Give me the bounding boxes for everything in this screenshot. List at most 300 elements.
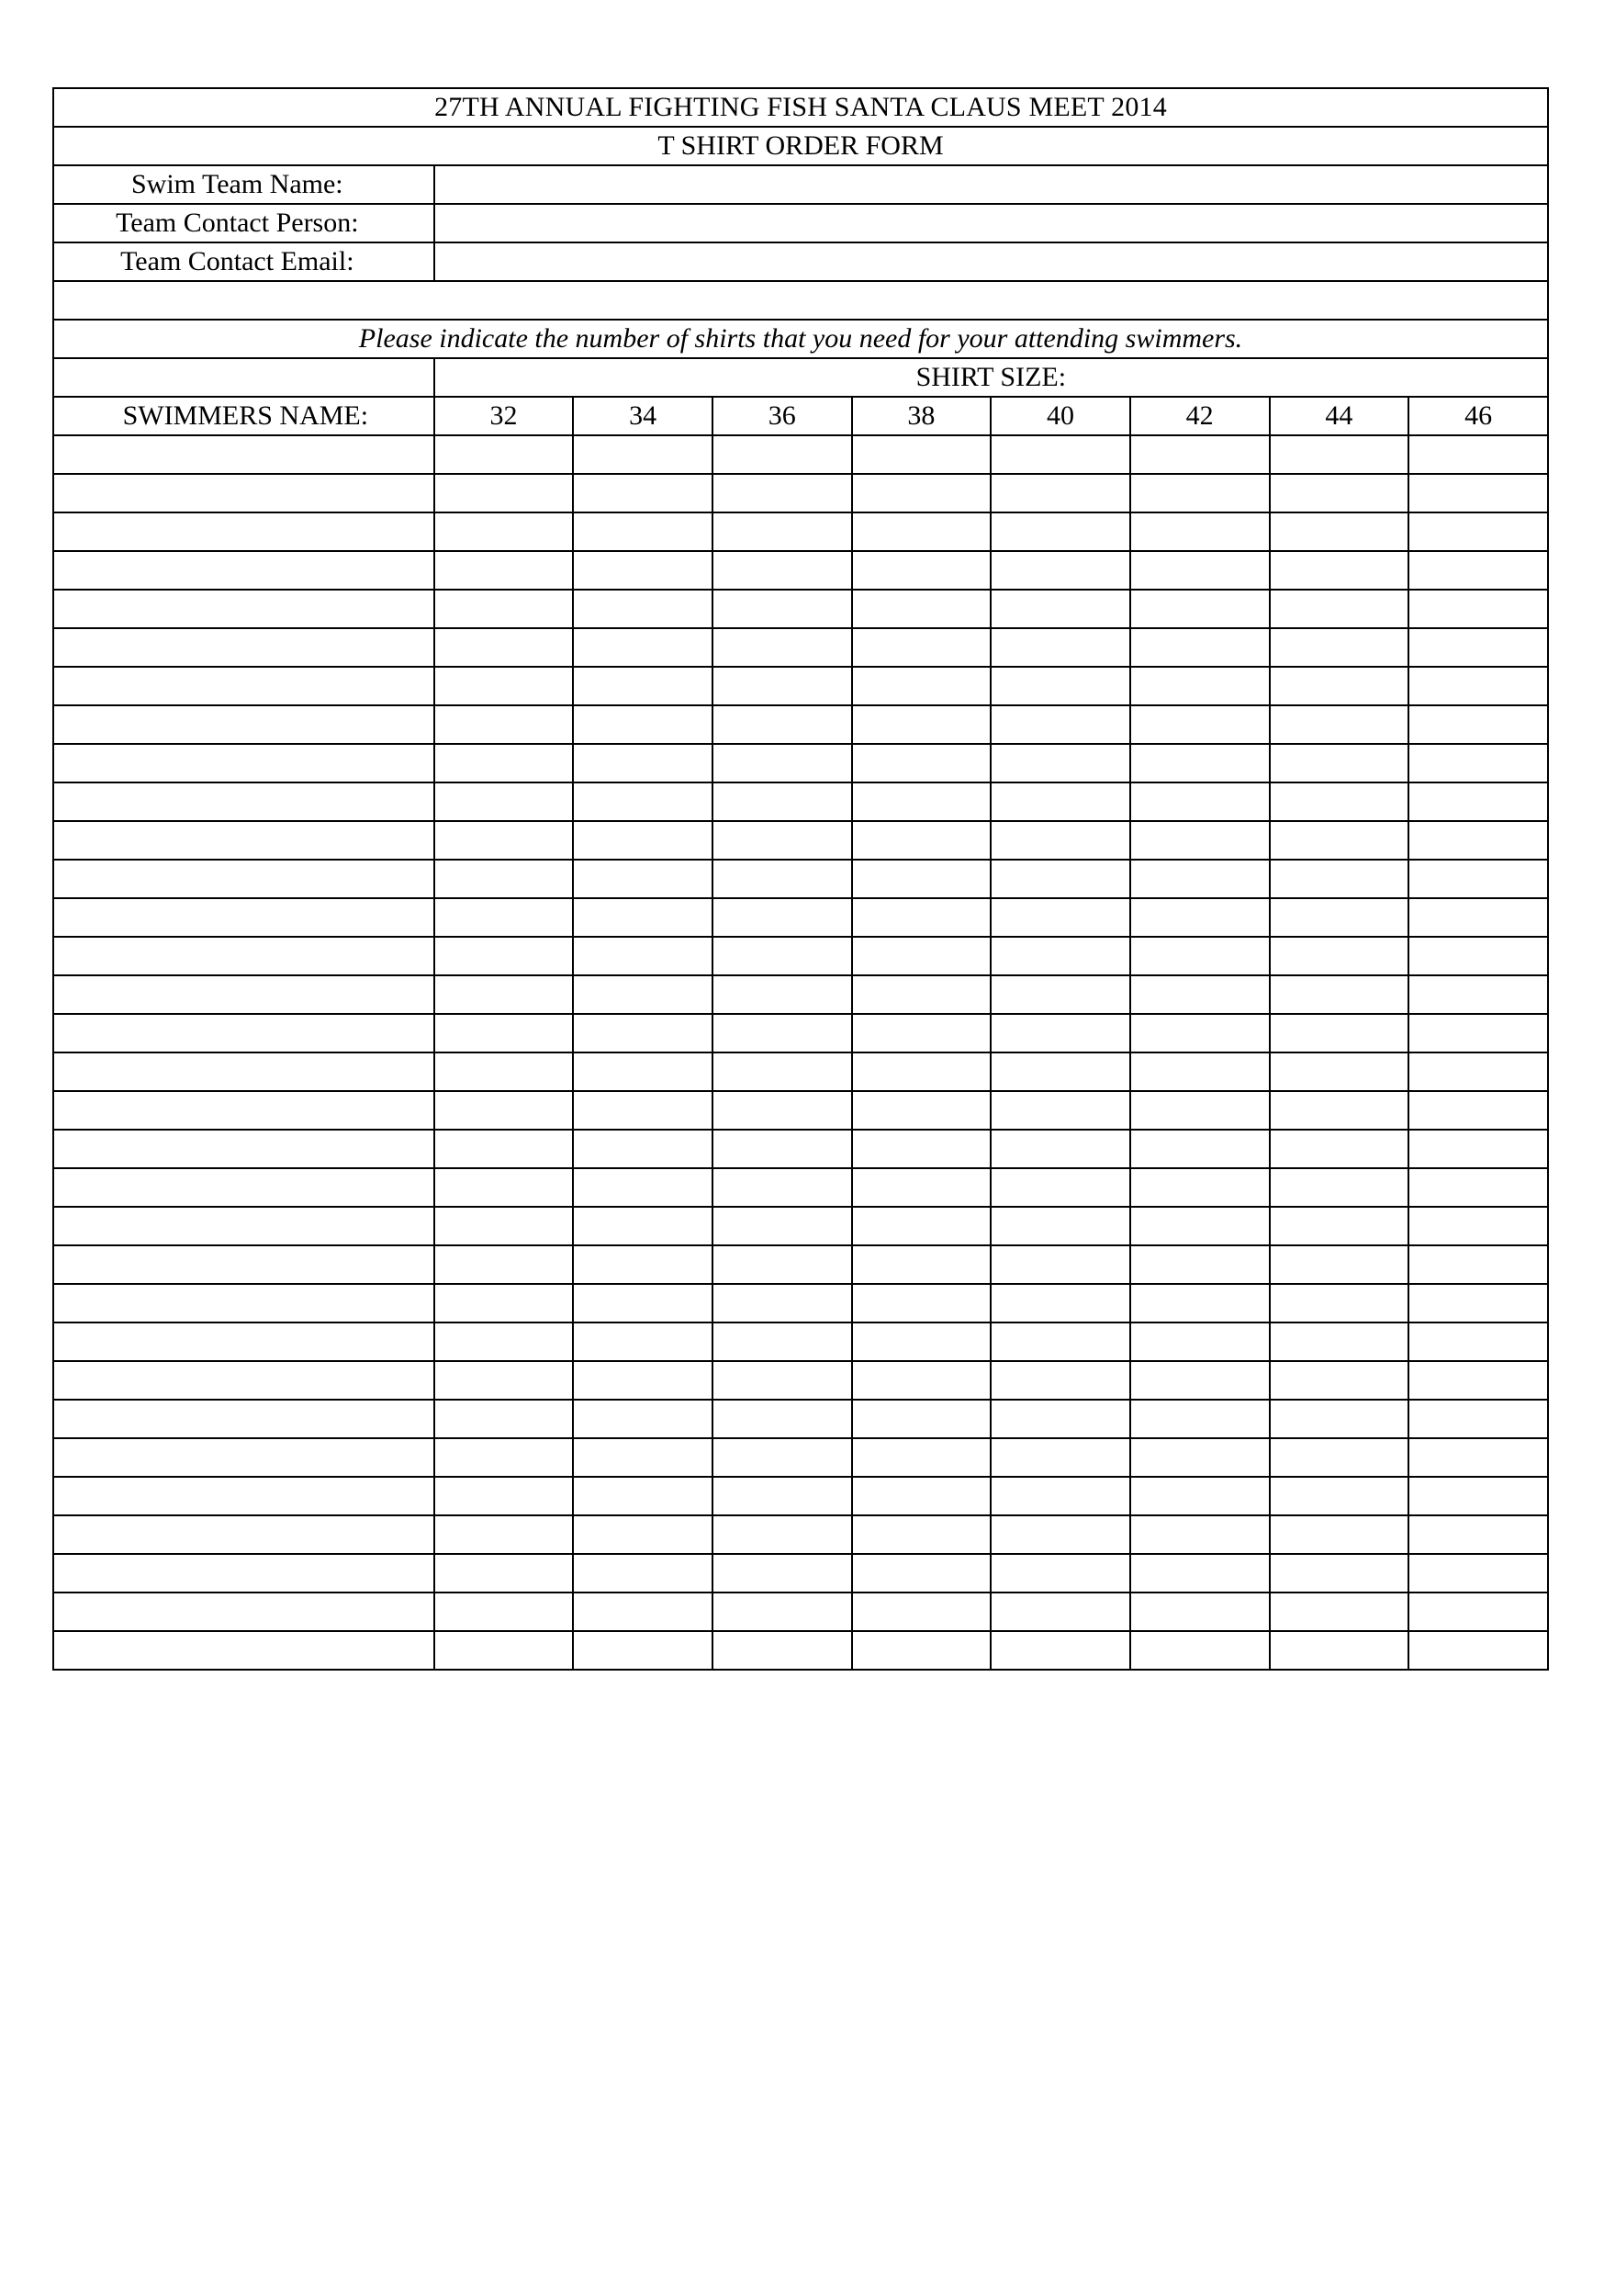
shirt-qty-cell[interactable] bbox=[573, 744, 712, 782]
shirt-qty-cell[interactable] bbox=[434, 435, 574, 474]
shirt-qty-cell[interactable] bbox=[1130, 1284, 1270, 1322]
swimmer-name-cell[interactable] bbox=[53, 1593, 434, 1631]
shirt-qty-cell[interactable] bbox=[712, 975, 852, 1014]
shirt-qty-cell[interactable] bbox=[712, 1554, 852, 1593]
shirt-qty-cell[interactable] bbox=[1270, 1515, 1409, 1554]
shirt-qty-cell[interactable] bbox=[1130, 590, 1270, 628]
shirt-qty-cell[interactable] bbox=[991, 898, 1130, 937]
swimmer-name-cell[interactable] bbox=[53, 1014, 434, 1052]
shirt-qty-cell[interactable] bbox=[991, 1477, 1130, 1515]
swimmer-name-cell[interactable] bbox=[53, 474, 434, 512]
shirt-qty-cell[interactable] bbox=[1408, 782, 1548, 821]
shirt-qty-cell[interactable] bbox=[434, 1554, 574, 1593]
shirt-qty-cell[interactable] bbox=[434, 667, 574, 705]
shirt-qty-cell[interactable] bbox=[1270, 1130, 1409, 1168]
shirt-qty-cell[interactable] bbox=[712, 782, 852, 821]
shirt-qty-cell[interactable] bbox=[991, 821, 1130, 860]
shirt-qty-cell[interactable] bbox=[991, 975, 1130, 1014]
shirt-qty-cell[interactable] bbox=[1270, 1091, 1409, 1130]
order-form-table bbox=[52, 87, 1549, 1671]
shirt-qty-cell[interactable] bbox=[573, 1361, 712, 1400]
shirt-qty-cell[interactable] bbox=[573, 821, 712, 860]
shirt-qty-cell[interactable] bbox=[1270, 1245, 1409, 1284]
shirt-qty-cell[interactable] bbox=[434, 744, 574, 782]
shirt-qty-cell[interactable] bbox=[434, 1052, 574, 1091]
shirt-qty-cell[interactable] bbox=[852, 821, 992, 860]
shirt-qty-cell[interactable] bbox=[1270, 628, 1409, 667]
shirt-qty-cell[interactable] bbox=[434, 590, 574, 628]
shirt-qty-cell[interactable] bbox=[573, 474, 712, 512]
shirt-qty-cell[interactable] bbox=[1130, 975, 1270, 1014]
shirt-qty-cell[interactable] bbox=[573, 1130, 712, 1168]
shirt-qty-cell[interactable] bbox=[434, 551, 574, 590]
shirt-qty-cell[interactable] bbox=[991, 1400, 1130, 1438]
shirt-qty-cell[interactable] bbox=[991, 937, 1130, 975]
team-contact-person-input[interactable] bbox=[434, 204, 1548, 242]
shirt-qty-cell[interactable] bbox=[573, 898, 712, 937]
shirt-qty-cell[interactable] bbox=[1130, 474, 1270, 512]
shirt-qty-cell[interactable] bbox=[1408, 1554, 1548, 1593]
shirt-qty-cell[interactable] bbox=[1130, 512, 1270, 551]
shirt-qty-cell[interactable] bbox=[573, 1400, 712, 1438]
shirt-qty-cell[interactable] bbox=[1408, 1091, 1548, 1130]
swimmer-name-cell[interactable] bbox=[53, 1130, 434, 1168]
shirt-qty-cell[interactable] bbox=[573, 705, 712, 744]
shirt-qty-cell[interactable] bbox=[852, 628, 992, 667]
shirt-qty-cell[interactable] bbox=[434, 1245, 574, 1284]
shirt-qty-cell[interactable] bbox=[434, 1130, 574, 1168]
shirt-qty-cell[interactable] bbox=[434, 1168, 574, 1207]
shirt-qty-cell[interactable] bbox=[852, 1130, 992, 1168]
shirt-qty-cell[interactable] bbox=[712, 1130, 852, 1168]
shirt-qty-cell[interactable] bbox=[1130, 1438, 1270, 1477]
shirt-qty-cell[interactable] bbox=[991, 1014, 1130, 1052]
swimmer-name-cell[interactable] bbox=[53, 1515, 434, 1554]
swimmer-name-cell[interactable] bbox=[53, 1168, 434, 1207]
shirt-qty-cell[interactable] bbox=[852, 1631, 992, 1670]
shirt-qty-cell[interactable] bbox=[1270, 782, 1409, 821]
shirt-qty-cell[interactable] bbox=[1130, 744, 1270, 782]
shirt-qty-cell[interactable] bbox=[434, 1438, 574, 1477]
shirt-qty-cell[interactable] bbox=[991, 1284, 1130, 1322]
shirt-qty-cell[interactable] bbox=[852, 1593, 992, 1631]
shirt-qty-cell[interactable] bbox=[434, 1207, 574, 1245]
shirt-qty-cell[interactable] bbox=[1270, 1400, 1409, 1438]
shirt-qty-cell[interactable] bbox=[573, 1515, 712, 1554]
shirt-qty-cell[interactable] bbox=[1408, 628, 1548, 667]
shirt-qty-cell[interactable] bbox=[852, 474, 992, 512]
shirt-qty-cell[interactable] bbox=[1130, 1245, 1270, 1284]
shirt-qty-cell[interactable] bbox=[712, 1091, 852, 1130]
shirt-qty-cell[interactable] bbox=[1408, 1284, 1548, 1322]
shirt-qty-cell[interactable] bbox=[852, 1052, 992, 1091]
shirt-qty-cell[interactable] bbox=[573, 1207, 712, 1245]
swimmer-name-cell[interactable] bbox=[53, 782, 434, 821]
swimmer-name-cell[interactable] bbox=[53, 860, 434, 898]
shirt-qty-cell[interactable] bbox=[1130, 1052, 1270, 1091]
shirt-qty-cell[interactable] bbox=[991, 1593, 1130, 1631]
shirt-qty-cell[interactable] bbox=[712, 590, 852, 628]
shirt-qty-cell[interactable] bbox=[573, 1091, 712, 1130]
shirt-qty-cell[interactable] bbox=[1130, 1477, 1270, 1515]
shirt-qty-cell[interactable] bbox=[573, 1631, 712, 1670]
shirt-qty-cell[interactable] bbox=[852, 1014, 992, 1052]
shirt-qty-cell[interactable] bbox=[434, 782, 574, 821]
shirt-qty-cell[interactable] bbox=[573, 512, 712, 551]
shirt-qty-cell[interactable] bbox=[434, 937, 574, 975]
shirt-qty-cell[interactable] bbox=[1408, 551, 1548, 590]
shirt-qty-cell[interactable] bbox=[991, 1168, 1130, 1207]
swimmers-name-header: SWIMMERS NAME: bbox=[53, 397, 434, 435]
shirt-qty-cell[interactable] bbox=[991, 1438, 1130, 1477]
shirt-qty-cell[interactable] bbox=[1130, 1361, 1270, 1400]
shirt-qty-cell[interactable] bbox=[1270, 744, 1409, 782]
shirt-qty-cell[interactable] bbox=[573, 1477, 712, 1515]
shirt-qty-cell[interactable] bbox=[434, 1593, 574, 1631]
swimmer-name-cell[interactable] bbox=[53, 1438, 434, 1477]
shirt-qty-cell[interactable] bbox=[573, 860, 712, 898]
shirt-qty-cell[interactable] bbox=[852, 435, 992, 474]
shirt-qty-cell[interactable] bbox=[573, 628, 712, 667]
swimmer-name-cell[interactable] bbox=[53, 667, 434, 705]
shirt-qty-cell[interactable] bbox=[1408, 821, 1548, 860]
shirt-qty-cell[interactable] bbox=[712, 628, 852, 667]
table-row bbox=[53, 667, 1548, 705]
shirt-qty-cell[interactable] bbox=[434, 1515, 574, 1554]
shirt-qty-cell[interactable] bbox=[712, 1014, 852, 1052]
shirt-qty-cell[interactable] bbox=[1408, 975, 1548, 1014]
shirt-qty-cell[interactable] bbox=[1408, 1168, 1548, 1207]
shirt-qty-cell[interactable] bbox=[1130, 628, 1270, 667]
shirt-qty-cell[interactable] bbox=[712, 1052, 852, 1091]
shirt-qty-cell[interactable] bbox=[1408, 474, 1548, 512]
swimmer-name-cell[interactable] bbox=[53, 435, 434, 474]
shirt-qty-cell[interactable] bbox=[1130, 667, 1270, 705]
shirt-qty-cell[interactable] bbox=[1270, 667, 1409, 705]
shirt-qty-cell[interactable] bbox=[712, 860, 852, 898]
shirt-qty-cell[interactable] bbox=[573, 667, 712, 705]
swimmer-name-cell[interactable] bbox=[53, 590, 434, 628]
shirt-qty-cell[interactable] bbox=[852, 937, 992, 975]
shirt-qty-cell[interactable] bbox=[852, 1515, 992, 1554]
shirt-qty-cell[interactable] bbox=[852, 1438, 992, 1477]
shirt-qty-cell[interactable] bbox=[991, 1245, 1130, 1284]
shirt-qty-cell[interactable] bbox=[1270, 937, 1409, 975]
shirt-qty-cell[interactable] bbox=[434, 705, 574, 744]
shirt-qty-cell[interactable] bbox=[1408, 1207, 1548, 1245]
swimmer-name-cell[interactable] bbox=[53, 898, 434, 937]
shirt-qty-cell[interactable] bbox=[1270, 474, 1409, 512]
shirt-qty-cell[interactable] bbox=[573, 937, 712, 975]
shirt-qty-cell[interactable] bbox=[1130, 1515, 1270, 1554]
swimmer-name-cell[interactable] bbox=[53, 1284, 434, 1322]
shirt-qty-cell[interactable] bbox=[852, 1322, 992, 1361]
shirt-qty-cell[interactable] bbox=[434, 898, 574, 937]
shirt-qty-cell[interactable] bbox=[852, 1091, 992, 1130]
shirt-qty-cell[interactable] bbox=[991, 590, 1130, 628]
shirt-qty-cell[interactable] bbox=[852, 1554, 992, 1593]
swimmer-name-cell[interactable] bbox=[53, 1400, 434, 1438]
shirt-qty-cell[interactable] bbox=[1130, 1130, 1270, 1168]
shirt-qty-cell[interactable] bbox=[852, 1400, 992, 1438]
shirt-qty-cell[interactable] bbox=[573, 435, 712, 474]
shirt-qty-cell[interactable] bbox=[1408, 1245, 1548, 1284]
shirt-qty-cell[interactable] bbox=[712, 1631, 852, 1670]
shirt-qty-cell[interactable] bbox=[1130, 435, 1270, 474]
shirt-qty-cell[interactable] bbox=[852, 1207, 992, 1245]
shirt-qty-cell[interactable] bbox=[712, 1361, 852, 1400]
shirt-qty-cell[interactable] bbox=[1130, 1400, 1270, 1438]
shirt-qty-cell[interactable] bbox=[1408, 1052, 1548, 1091]
shirt-qty-cell[interactable] bbox=[573, 590, 712, 628]
swimmer-name-cell[interactable] bbox=[53, 744, 434, 782]
shirt-qty-cell[interactable] bbox=[991, 1554, 1130, 1593]
shirt-qty-cell[interactable] bbox=[991, 512, 1130, 551]
swimmer-name-cell[interactable] bbox=[53, 1477, 434, 1515]
shirt-qty-cell[interactable] bbox=[1408, 590, 1548, 628]
shirt-qty-cell[interactable] bbox=[434, 1400, 574, 1438]
shirt-qty-cell[interactable] bbox=[1408, 1014, 1548, 1052]
shirt-qty-cell[interactable] bbox=[1270, 435, 1409, 474]
swimmer-name-cell[interactable] bbox=[53, 937, 434, 975]
shirt-qty-cell[interactable] bbox=[852, 1245, 992, 1284]
shirt-qty-cell[interactable] bbox=[712, 1322, 852, 1361]
shirt-qty-cell[interactable] bbox=[1270, 1168, 1409, 1207]
shirt-qty-cell[interactable] bbox=[1408, 512, 1548, 551]
swimmer-name-cell[interactable] bbox=[53, 551, 434, 590]
shirt-qty-cell[interactable] bbox=[1408, 705, 1548, 744]
shirt-qty-cell[interactable] bbox=[991, 1631, 1130, 1670]
t-shirt-order-form bbox=[52, 87, 1549, 1671]
shirt-qty-cell[interactable] bbox=[712, 474, 852, 512]
shirt-qty-cell[interactable] bbox=[712, 1207, 852, 1245]
shirt-qty-cell[interactable] bbox=[434, 1284, 574, 1322]
swimmer-name-cell[interactable] bbox=[53, 1631, 434, 1670]
shirt-qty-cell[interactable] bbox=[434, 1322, 574, 1361]
instruction-row bbox=[53, 320, 1548, 358]
shirt-qty-cell[interactable] bbox=[434, 1361, 574, 1400]
shirt-qty-cell[interactable] bbox=[1270, 898, 1409, 937]
shirt-qty-cell[interactable] bbox=[573, 1593, 712, 1631]
swimmer-name-cell[interactable] bbox=[53, 1207, 434, 1245]
shirt-qty-cell[interactable] bbox=[1270, 705, 1409, 744]
shirt-qty-cell[interactable] bbox=[712, 512, 852, 551]
shirt-qty-cell[interactable] bbox=[852, 975, 992, 1014]
shirt-qty-cell[interactable] bbox=[573, 1554, 712, 1593]
shirt-qty-cell[interactable] bbox=[1408, 1361, 1548, 1400]
swim-team-name-input[interactable] bbox=[434, 165, 1548, 204]
shirt-qty-cell[interactable] bbox=[1130, 1593, 1270, 1631]
shirt-qty-cell[interactable] bbox=[991, 667, 1130, 705]
shirt-qty-cell[interactable] bbox=[852, 667, 992, 705]
shirt-qty-cell[interactable] bbox=[991, 1515, 1130, 1554]
shirt-qty-cell[interactable] bbox=[573, 782, 712, 821]
shirt-qty-cell[interactable] bbox=[991, 1361, 1130, 1400]
shirt-qty-cell[interactable] bbox=[1270, 1438, 1409, 1477]
shirt-qty-cell[interactable] bbox=[434, 975, 574, 1014]
shirt-qty-cell[interactable] bbox=[1130, 1554, 1270, 1593]
shirt-qty-cell[interactable] bbox=[991, 1322, 1130, 1361]
shirt-qty-cell[interactable] bbox=[1130, 860, 1270, 898]
swimmer-name-cell[interactable] bbox=[53, 628, 434, 667]
table-row bbox=[53, 1554, 1548, 1593]
shirt-qty-cell[interactable] bbox=[434, 860, 574, 898]
shirt-qty-cell[interactable] bbox=[573, 551, 712, 590]
shirt-qty-cell[interactable] bbox=[1408, 1438, 1548, 1477]
shirt-qty-cell[interactable] bbox=[712, 705, 852, 744]
table-row bbox=[53, 937, 1548, 975]
team-contact-email-input[interactable] bbox=[434, 242, 1548, 281]
shirt-qty-cell[interactable] bbox=[434, 1014, 574, 1052]
shirt-qty-cell[interactable] bbox=[1270, 821, 1409, 860]
swimmer-name-cell[interactable] bbox=[53, 1322, 434, 1361]
swimmer-name-cell[interactable] bbox=[53, 821, 434, 860]
shirt-qty-cell[interactable] bbox=[1130, 937, 1270, 975]
shirt-qty-cell[interactable] bbox=[573, 1245, 712, 1284]
shirt-qty-cell[interactable] bbox=[1130, 821, 1270, 860]
shirt-qty-cell[interactable] bbox=[1408, 1400, 1548, 1438]
shirt-qty-cell[interactable] bbox=[434, 474, 574, 512]
shirt-qty-cell[interactable] bbox=[712, 1284, 852, 1322]
shirt-qty-cell[interactable] bbox=[1408, 435, 1548, 474]
shirt-qty-cell[interactable] bbox=[1270, 1322, 1409, 1361]
shirt-qty-cell[interactable] bbox=[991, 1091, 1130, 1130]
shirt-qty-cell[interactable] bbox=[1270, 1593, 1409, 1631]
shirt-qty-cell[interactable] bbox=[434, 512, 574, 551]
swimmer-name-cell[interactable] bbox=[53, 705, 434, 744]
shirt-qty-cell[interactable] bbox=[1270, 1284, 1409, 1322]
shirt-qty-cell[interactable] bbox=[573, 1052, 712, 1091]
shirt-qty-cell[interactable] bbox=[1408, 1631, 1548, 1670]
shirt-qty-cell[interactable] bbox=[1270, 1477, 1409, 1515]
shirt-qty-cell[interactable] bbox=[573, 1438, 712, 1477]
shirt-qty-cell[interactable] bbox=[852, 551, 992, 590]
shirt-qty-cell[interactable] bbox=[1408, 744, 1548, 782]
shirt-qty-cell[interactable] bbox=[852, 782, 992, 821]
shirt-qty-cell[interactable] bbox=[573, 1168, 712, 1207]
shirt-qty-cell[interactable] bbox=[1270, 512, 1409, 551]
shirt-qty-cell[interactable] bbox=[1130, 705, 1270, 744]
shirt-qty-cell[interactable] bbox=[991, 860, 1130, 898]
shirt-qty-cell[interactable] bbox=[712, 551, 852, 590]
shirt-qty-cell[interactable] bbox=[1408, 1130, 1548, 1168]
shirt-qty-cell[interactable] bbox=[712, 1515, 852, 1554]
swimmer-name-cell[interactable] bbox=[53, 1091, 434, 1130]
shirt-qty-cell[interactable] bbox=[712, 1593, 852, 1631]
shirt-qty-cell[interactable] bbox=[991, 551, 1130, 590]
shirt-qty-cell[interactable] bbox=[852, 1284, 992, 1322]
shirt-qty-cell[interactable] bbox=[1270, 860, 1409, 898]
shirt-qty-cell[interactable] bbox=[852, 1361, 992, 1400]
shirt-qty-cell[interactable] bbox=[712, 1438, 852, 1477]
shirt-qty-cell[interactable] bbox=[712, 1168, 852, 1207]
shirt-qty-cell[interactable] bbox=[1130, 1091, 1270, 1130]
shirt-qty-cell[interactable] bbox=[991, 474, 1130, 512]
shirt-qty-cell[interactable] bbox=[852, 1477, 992, 1515]
shirt-qty-cell[interactable] bbox=[434, 1477, 574, 1515]
shirt-qty-cell[interactable] bbox=[1408, 1322, 1548, 1361]
shirt-qty-cell[interactable] bbox=[1408, 860, 1548, 898]
shirt-qty-cell[interactable] bbox=[1270, 1631, 1409, 1670]
shirt-qty-cell[interactable] bbox=[434, 1091, 574, 1130]
shirt-qty-cell[interactable] bbox=[991, 1130, 1130, 1168]
shirt-qty-cell[interactable] bbox=[991, 705, 1130, 744]
shirt-qty-cell[interactable] bbox=[1130, 782, 1270, 821]
shirt-qty-cell[interactable] bbox=[852, 860, 992, 898]
shirt-qty-cell[interactable] bbox=[1270, 1014, 1409, 1052]
shirt-qty-cell[interactable] bbox=[712, 744, 852, 782]
shirt-qty-cell[interactable] bbox=[1130, 1207, 1270, 1245]
shirt-size-header-row bbox=[53, 358, 1548, 397]
shirt-qty-cell[interactable] bbox=[1270, 1207, 1409, 1245]
shirt-qty-cell[interactable] bbox=[1408, 937, 1548, 975]
shirt-qty-cell[interactable] bbox=[1408, 898, 1548, 937]
shirt-qty-cell[interactable] bbox=[852, 590, 992, 628]
shirt-qty-cell[interactable] bbox=[1270, 590, 1409, 628]
shirt-qty-cell[interactable] bbox=[434, 628, 574, 667]
shirt-qty-cell[interactable] bbox=[712, 1400, 852, 1438]
shirt-qty-cell[interactable] bbox=[1130, 1014, 1270, 1052]
shirt-qty-cell[interactable] bbox=[1408, 1477, 1548, 1515]
swimmer-name-cell[interactable] bbox=[53, 1361, 434, 1400]
shirt-qty-cell[interactable] bbox=[1130, 1168, 1270, 1207]
shirt-qty-cell[interactable] bbox=[573, 975, 712, 1014]
shirt-qty-cell[interactable] bbox=[1270, 975, 1409, 1014]
shirt-qty-cell[interactable] bbox=[991, 1052, 1130, 1091]
shirt-qty-cell[interactable] bbox=[991, 1207, 1130, 1245]
shirt-qty-cell[interactable] bbox=[852, 898, 992, 937]
shirt-qty-cell[interactable] bbox=[712, 667, 852, 705]
shirt-qty-cell[interactable] bbox=[1130, 551, 1270, 590]
shirt-qty-cell[interactable] bbox=[1408, 667, 1548, 705]
shirt-qty-cell[interactable] bbox=[1130, 1322, 1270, 1361]
shirt-qty-cell[interactable] bbox=[712, 1477, 852, 1515]
shirt-qty-cell[interactable] bbox=[573, 1284, 712, 1322]
shirt-qty-cell[interactable] bbox=[991, 628, 1130, 667]
shirt-qty-cell[interactable] bbox=[991, 744, 1130, 782]
shirt-qty-cell[interactable] bbox=[434, 1631, 574, 1670]
shirt-qty-cell[interactable] bbox=[1408, 1515, 1548, 1554]
shirt-qty-cell[interactable] bbox=[852, 512, 992, 551]
swimmer-name-cell[interactable] bbox=[53, 1554, 434, 1593]
shirt-qty-cell[interactable] bbox=[712, 898, 852, 937]
swimmer-name-cell[interactable] bbox=[53, 975, 434, 1014]
shirt-qty-cell[interactable] bbox=[573, 1322, 712, 1361]
shirt-qty-cell[interactable] bbox=[1270, 551, 1409, 590]
swimmer-name-cell[interactable] bbox=[53, 512, 434, 551]
swimmer-name-cell[interactable] bbox=[53, 1245, 434, 1284]
table-row bbox=[53, 551, 1548, 590]
shirt-qty-cell[interactable] bbox=[712, 1245, 852, 1284]
shirt-qty-cell[interactable] bbox=[573, 1014, 712, 1052]
shirt-qty-cell[interactable] bbox=[852, 744, 992, 782]
shirt-qty-cell[interactable] bbox=[852, 1168, 992, 1207]
shirt-qty-cell[interactable] bbox=[1130, 898, 1270, 937]
shirt-qty-cell[interactable] bbox=[1270, 1361, 1409, 1400]
shirt-qty-cell[interactable] bbox=[712, 821, 852, 860]
shirt-qty-cell[interactable] bbox=[852, 705, 992, 744]
shirt-qty-cell[interactable] bbox=[434, 821, 574, 860]
swimmer-name-cell[interactable] bbox=[53, 1052, 434, 1091]
shirt-qty-cell[interactable] bbox=[1270, 1554, 1409, 1593]
shirt-qty-cell[interactable] bbox=[991, 435, 1130, 474]
shirt-qty-cell[interactable] bbox=[1270, 1052, 1409, 1091]
shirt-qty-cell[interactable] bbox=[712, 937, 852, 975]
shirt-qty-cell[interactable] bbox=[712, 435, 852, 474]
shirt-qty-cell[interactable] bbox=[1130, 1631, 1270, 1670]
shirt-qty-cell[interactable] bbox=[991, 782, 1130, 821]
shirt-qty-cell[interactable] bbox=[1408, 1593, 1548, 1631]
